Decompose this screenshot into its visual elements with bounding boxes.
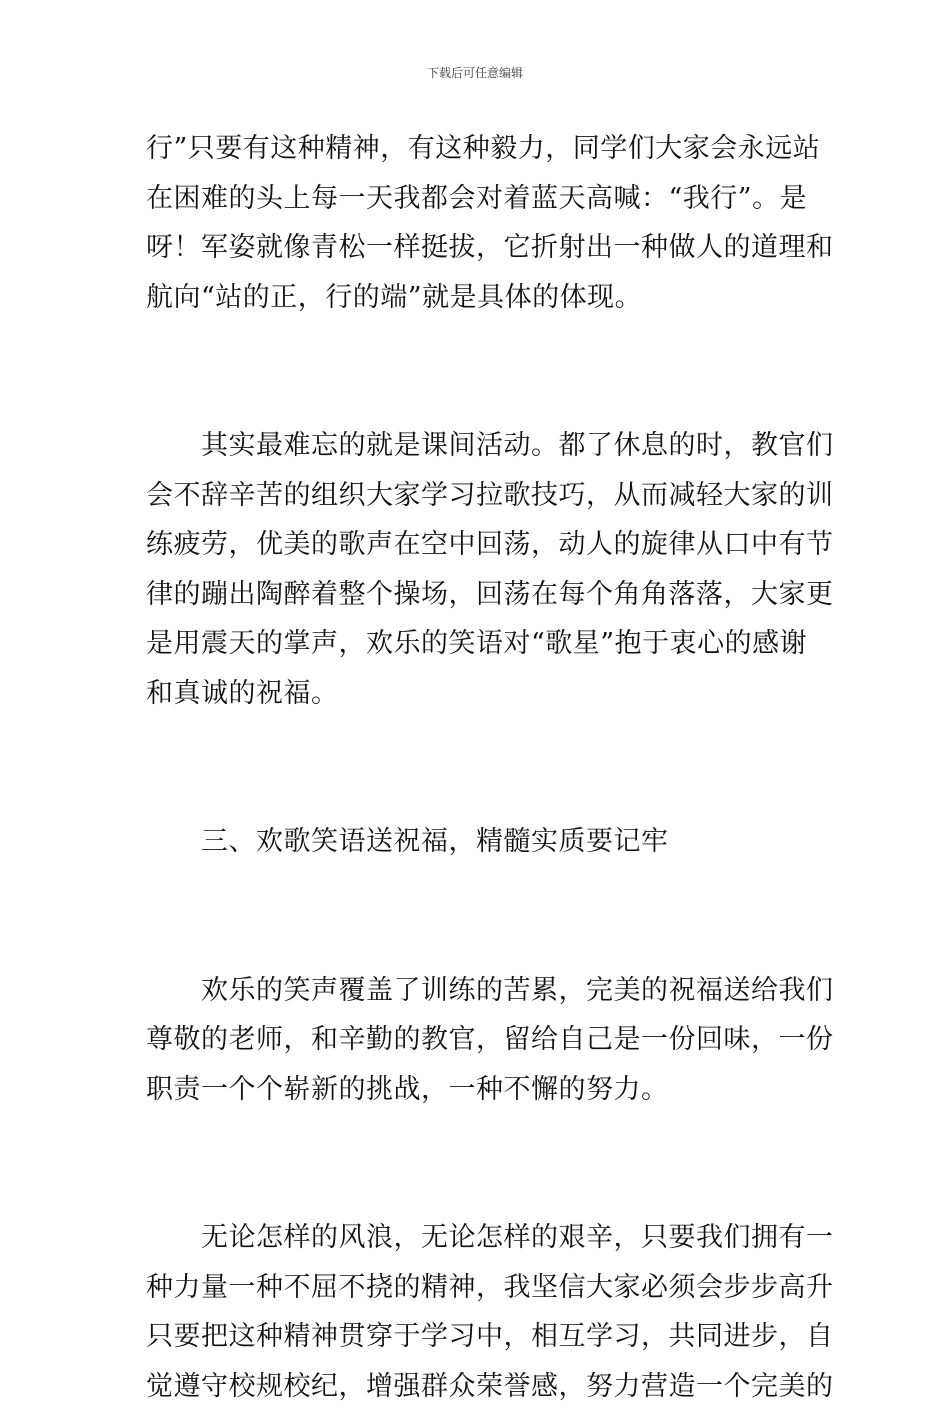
page-header: 下载后可任意编辑 [0,66,950,80]
text-line: 是用震天的掌声，欢乐的笑语对“歌星”抱于衷心的感谢 [146,619,810,669]
text-line: 律的蹦出陶醉着整个操场，回荡在每个角角落落，大家更 [146,570,810,620]
section-heading [146,817,810,867]
paragraph-spacer [146,372,810,422]
document-body [146,124,810,1411]
paragraph-spacer [146,768,810,818]
text-line: 行”只要有这种精神，有这种毅力，同学们大家会永远站 [146,124,810,174]
paragraph-spacer [146,1164,810,1214]
text-line: 无论怎样的风浪，无论怎样的艰辛，只要我们拥有一 [146,1213,810,1263]
text-line: 航向“站的正，行的端”就是具体的体现。 [146,273,810,323]
paragraph [146,124,810,322]
text-line: 欢乐的笑声覆盖了训练的苦累，完美的祝福送给我们 [146,966,810,1016]
paragraph [146,421,810,718]
text-line: 觉遵守校规校纪，增强群众荣誉感，努力营造一个完美的 [146,1362,810,1411]
paragraph [146,966,810,1115]
paragraph-spacer [146,867,810,917]
paragraph-spacer [146,916,810,966]
text-line: 会不辞辛苦的组织大家学习拉歌技巧，从而减轻大家的训 [146,471,810,521]
paragraph-spacer [146,1114,810,1164]
heading-line: 三、欢歌笑语送祝福，精髓实质要记牢 [146,817,810,867]
paragraph-spacer [146,322,810,372]
paragraph-spacer [146,718,810,768]
paragraph [146,1213,810,1411]
text-line: 职责一个个崭新的挑战，一种不懈的努力。 [146,1065,810,1115]
text-line: 只要把这种精神贯穿于学习中，相互学习，共同进步，自 [146,1312,810,1362]
text-line: 练疲劳，优美的歌声在空中回荡，动人的旋律从口中有节 [146,520,810,570]
text-line: 呀！军姿就像青松一样挺拔，它折射出一种做人的道理和 [146,223,810,273]
text-line: 和真诚的祝福。 [146,669,810,719]
text-line: 尊敬的老师，和辛勤的教官，留给自己是一份回味，一份 [146,1015,810,1065]
text-line: 种力量一种不屈不挠的精神，我坚信大家必须会步步高升 [146,1263,810,1313]
text-line: 其实最难忘的就是课间活动。都了休息的时，教官们 [146,421,810,471]
text-line: 在困难的头上每一天我都会对着蓝天高喊：“我行”。是 [146,174,810,224]
